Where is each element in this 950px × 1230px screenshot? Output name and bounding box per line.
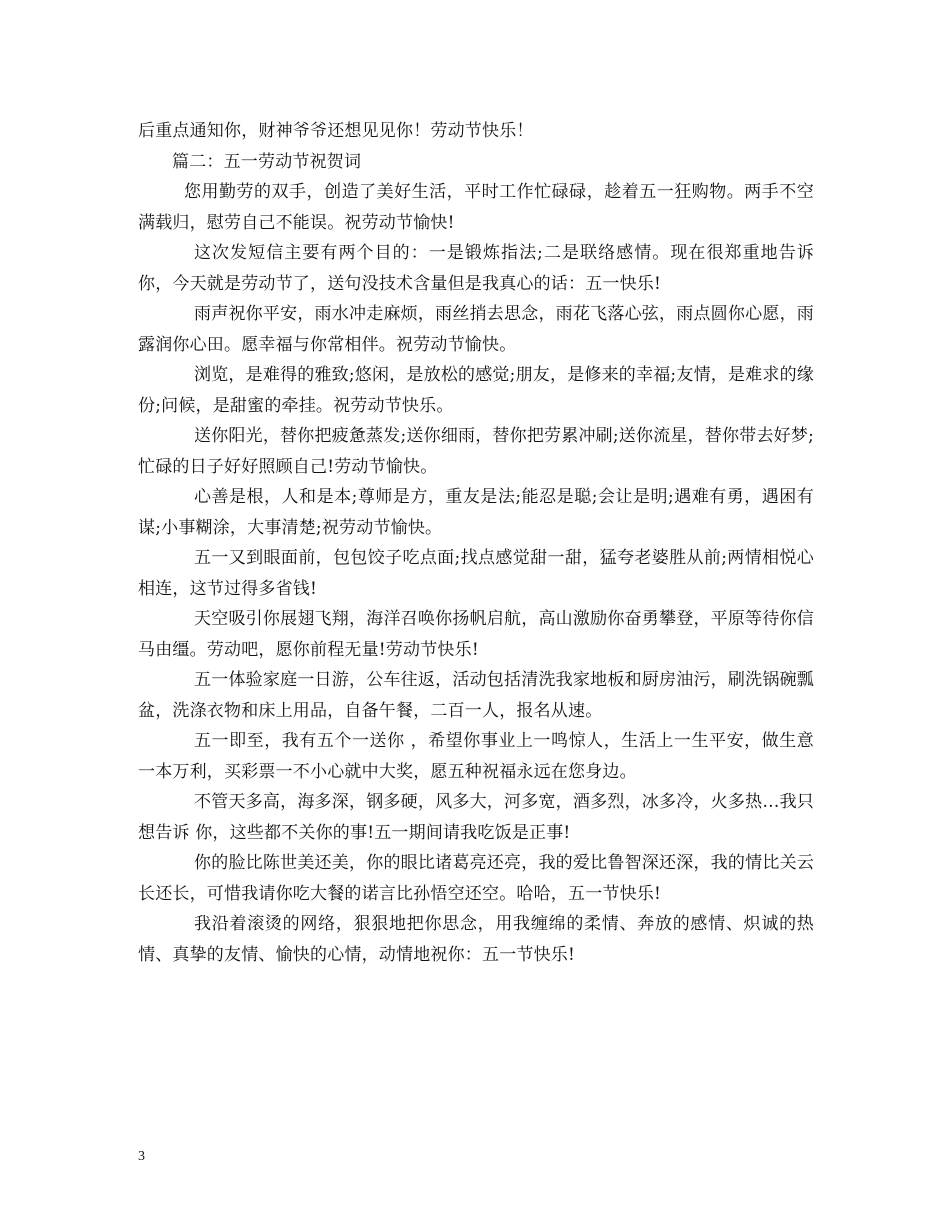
page-number: 3	[138, 1149, 145, 1164]
paragraph: 您用勤劳的双手，创造了美好生活，平时工作忙碌碌，趁着五一狂购物。两手不空满载归，慰劳自己不能误。祝劳动节愉快!	[138, 182, 814, 233]
paragraph: 送你阳光，替你把疲惫蒸发;送你细雨，替你把劳累冲刷;送你流星，替你带去好梦;忙碌的日子好好照顾自己!劳动节愉快。	[138, 426, 814, 477]
paragraph: 我沿着滚烫的网络，狠狠地把你思念，用我缠绵的柔情、奔放的感情、炽诚的热情、真挚的友情、愉快的心情，动情地祝你：五一节快乐!	[138, 914, 814, 965]
section-heading: 篇二：五一劳动节祝贺词	[172, 151, 362, 172]
paragraph: 这次发短信主要有两个目的：一是锻炼指法;二是联络感情。现在很郑重地告诉你，今天就是劳动节了，送句没技术含量但是我真心的话：五一快乐!	[138, 243, 814, 294]
paragraph: 不管天多高，海多深，钢多硬，风多大，河多宽，酒多烈，冰多冷，火多热…我只想告诉 你，这些都不关你的事!五一期间请我吃饭是正事!	[138, 792, 814, 843]
paragraph: 五一又到眼面前，包包饺子吃点面;找点感觉甜一甜，猛夸老婆胜从前;两情相悦心相连，这节过得多省钱!	[138, 548, 814, 599]
paragraph: 你的脸比陈世美还美，你的眼比诸葛亮还亮，我的爱比鲁智深还深，我的情比关云长还长，可惜我请你吃大餐的诺言比孙悟空还空。哈哈，五一节快乐!	[138, 853, 814, 904]
paragraph: 五一即至，我有五个一送你 ，希望你事业上一鸣惊人，生活上一生平安，做生意一本万利，买彩票一不小心就中大奖，愿五种祝福永远在您身边。	[138, 731, 814, 782]
paragraph: 五一体验家庭一日游，公车往返，活动包括清洗我家地板和厨房油污，刷洗锅碗瓢盆，洗涤衣物和床上用品，自备午餐，二百一人，报名从速。	[138, 670, 814, 721]
paragraph: 浏览，是难得的雅致;悠闲，是放松的感觉;朋友，是修来的幸福;友情，是难求的缘份;问候，是甜蜜的牵挂。祝劳动节快乐。	[138, 365, 814, 416]
paragraph: 天空吸引你展翅飞翔，海洋召唤你扬帆启航，高山激励你奋勇攀登，平原等待你信马由缰。劳动吧，愿你前程无量!劳动节快乐!	[138, 609, 814, 660]
paragraph-continuation: 后重点通知你，财神爷爷还想见见你！劳动节快乐！	[138, 121, 534, 141]
document-body	[138, 116, 814, 970]
paragraph: 雨声祝你平安，雨水冲走麻烦，雨丝捎去思念，雨花飞落心弦，雨点圆你心愿，雨露润你心田。愿幸福与你常相伴。祝劳动节愉快。	[138, 304, 814, 355]
paragraph: 心善是根，人和是本;尊师是方，重友是法;能忍是聪;会让是明;遇难有勇，遇困有谋;小事糊涂，大事清楚;祝劳动节愉快。	[138, 487, 814, 538]
